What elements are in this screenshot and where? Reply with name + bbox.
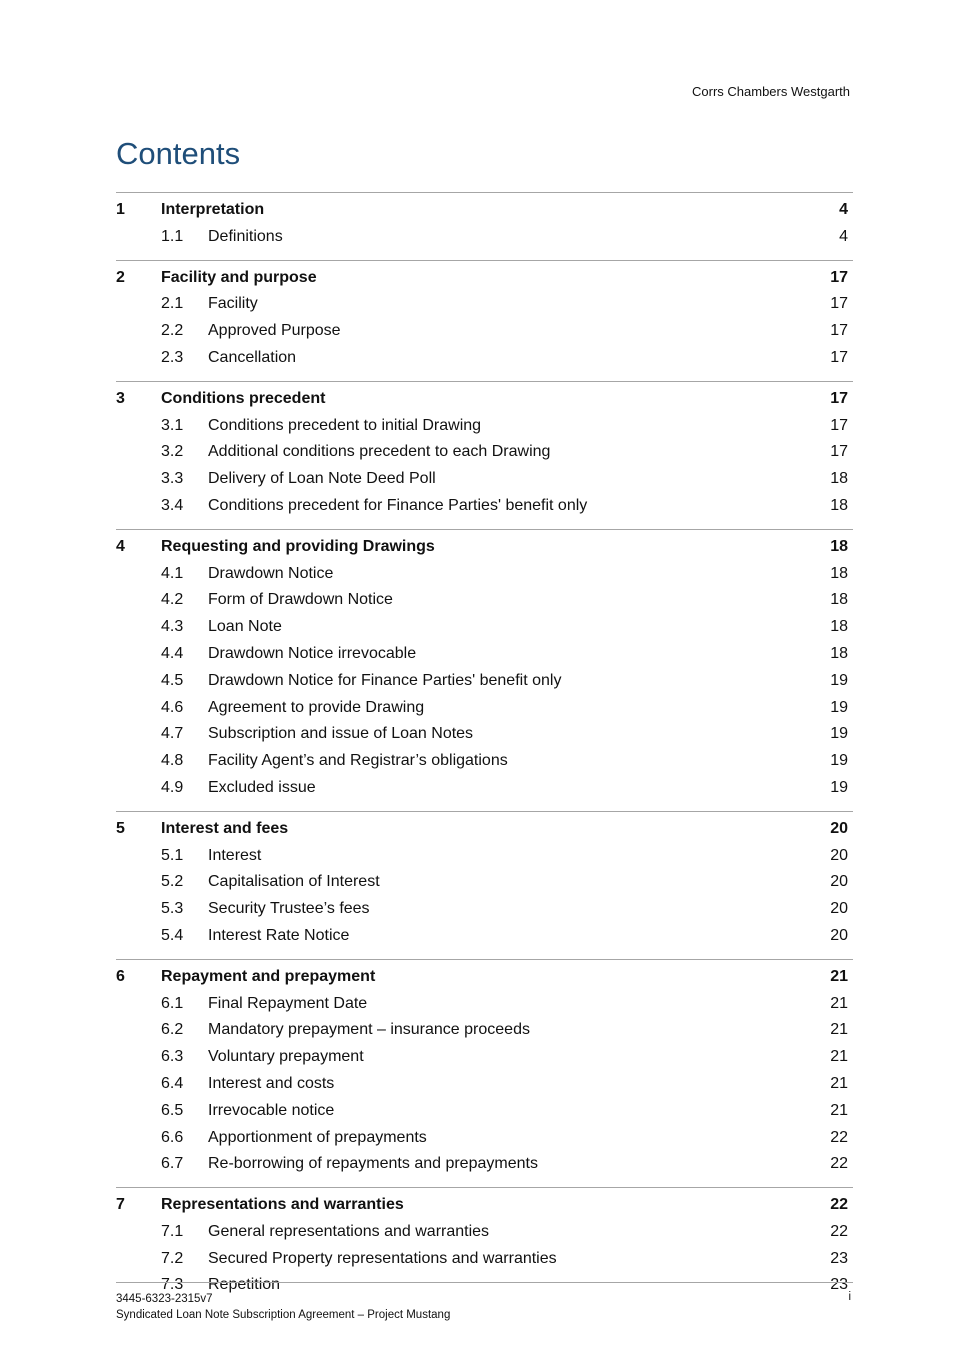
toc-entry-num: 4.1	[161, 564, 184, 582]
toc-section-heading-num: 3	[116, 389, 125, 407]
toc-entry-page: 18	[830, 644, 848, 662]
page-footer	[116, 1282, 853, 1323]
toc-entry-page: 23	[830, 1249, 848, 1267]
toc-entry-page: 18	[830, 496, 848, 514]
toc-section-heading[interactable]	[116, 819, 853, 846]
toc-entry[interactable]	[116, 1020, 853, 1047]
toc-section-heading-page: 17	[830, 389, 848, 407]
toc-section-heading-title: Interpretation	[161, 201, 265, 218]
toc-entry[interactable]	[116, 751, 853, 778]
toc-section-heading-num: 7	[116, 1196, 125, 1214]
toc-entry-title: Additional conditions precedent to each Drawing	[208, 443, 551, 461]
toc-section-heading-title: Requesting and providing Drawings	[161, 537, 435, 555]
toc-section-heading-num: 4	[116, 537, 125, 555]
toc-entry-page: 18	[830, 591, 848, 609]
toc-section-heading-page: 21	[830, 967, 848, 985]
toc-entry-num: 4.5	[161, 671, 184, 689]
toc-entry-title: Delivery of Loan Note Deed Poll	[208, 470, 436, 488]
toc-entry-num: 4.6	[161, 698, 184, 716]
toc-entry-num: 4.7	[161, 725, 184, 743]
toc-section	[116, 529, 853, 811]
toc-entry-title: Irrevocable notice	[208, 1101, 335, 1119]
toc-section-heading[interactable]	[116, 200, 853, 227]
toc-entry-page: 22	[830, 1128, 848, 1146]
toc-entry[interactable]	[116, 348, 853, 375]
toc-entry[interactable]	[116, 1249, 853, 1276]
toc-entry-num: 3.3	[161, 470, 184, 488]
toc-entry-num: 4.2	[161, 591, 184, 609]
toc-entry-page: 21	[830, 994, 848, 1012]
toc-entry-title: Interest Rate Notice	[208, 926, 350, 944]
toc-section-heading-num: 5	[116, 819, 125, 837]
toc-entry-num: 3.2	[161, 443, 184, 461]
toc-entry[interactable]	[116, 617, 853, 644]
toc-entry-num: 7.1	[161, 1222, 184, 1240]
toc-entry[interactable]	[116, 1222, 853, 1249]
toc-entry-title: Interest	[208, 846, 262, 864]
toc-entry-num: 6.4	[161, 1074, 184, 1092]
toc-entry-page: 17	[830, 348, 848, 366]
toc-section-heading[interactable]	[116, 389, 853, 416]
toc-entry[interactable]	[116, 846, 853, 873]
toc-entry-page: 20	[830, 846, 848, 864]
toc-entry[interactable]	[116, 899, 853, 926]
toc-entry-num: 6.1	[161, 994, 184, 1012]
toc-entry-num: 5.2	[161, 873, 184, 891]
toc-section-heading-title: Representations and warranties	[161, 1196, 404, 1214]
toc-entry[interactable]	[116, 644, 853, 671]
toc-entry[interactable]	[116, 872, 853, 899]
toc-entry-page: 19	[830, 752, 848, 770]
toc-entry-num: 5.1	[161, 846, 184, 864]
toc-section-heading[interactable]	[116, 967, 853, 994]
toc-section-heading-page: 20	[830, 819, 848, 837]
toc-entry[interactable]	[116, 926, 853, 953]
toc-entry-num: 7.2	[161, 1249, 184, 1267]
toc-entry-title: Secured Property representations and warranties	[208, 1249, 557, 1267]
toc-entry-page: 18	[830, 564, 848, 582]
toc-entry-title: Definitions	[208, 227, 283, 245]
toc-entry-title: Form of Drawdown Notice	[208, 591, 393, 609]
toc-entry-num: 6.5	[161, 1101, 184, 1119]
toc-entry-page: 17	[830, 416, 848, 434]
toc-entry-page: 22	[830, 1222, 848, 1240]
toc-entry-title: Mandatory prepayment – insurance proceeds	[208, 1021, 530, 1039]
toc-entry[interactable]	[116, 1047, 853, 1074]
toc-entry-title: Drawdown Notice for Finance Parties' benefit only	[208, 671, 562, 689]
toc-entry-title: Apportionment of prepayments	[208, 1128, 427, 1146]
firm-name: Corrs Chambers Westgarth	[692, 84, 850, 99]
toc-entry-title: Subscription and issue of Loan Notes	[208, 725, 474, 743]
toc-entry-title: Interest and costs	[208, 1074, 335, 1092]
toc-entry-num: 6.6	[161, 1128, 184, 1146]
toc-entry[interactable]	[116, 698, 853, 725]
toc-entry-num: 4.8	[161, 752, 184, 770]
toc-entry-num: 4.9	[161, 778, 184, 796]
toc-entry[interactable]	[116, 227, 853, 254]
toc-entry-page: 21	[830, 1021, 848, 1039]
toc-entry[interactable]	[116, 1128, 853, 1155]
toc-entry-num: 2.2	[161, 322, 184, 340]
toc-entry-page: 20	[830, 926, 848, 944]
toc-entry-page: 20	[830, 873, 848, 891]
toc-entry-title: Conditions precedent to initial Drawing	[208, 416, 482, 434]
toc-entry-num: 6.3	[161, 1048, 184, 1066]
toc-section	[116, 959, 853, 1187]
document-title: Syndicated Loan Note Subscription Agreement – Project Mustang	[116, 1309, 451, 1321]
toc-section-heading-num: 1	[116, 201, 125, 218]
toc-entry-page: 21	[830, 1074, 848, 1092]
toc-entry-page: 19	[830, 725, 848, 743]
toc-entry-page: 17	[830, 322, 848, 340]
toc-section-heading-page: 4	[839, 201, 848, 218]
toc-entry-title: Approved Purpose	[208, 322, 341, 340]
toc-entry-page: 19	[830, 698, 848, 716]
toc-entry-title: Conditions precedent for Finance Parties' benefit only	[208, 496, 588, 514]
toc-entry-page: 21	[830, 1101, 848, 1119]
toc-entry-page: 18	[830, 470, 848, 488]
toc-entry-num: 3.4	[161, 496, 184, 514]
toc-section-heading-title: Facility and purpose	[161, 268, 317, 286]
toc-entry[interactable]	[116, 442, 853, 469]
toc-entry-num: 4.3	[161, 618, 184, 636]
toc-entry-num: 7.3	[161, 1276, 184, 1294]
toc-entry-num: 2.3	[161, 348, 184, 366]
toc-entry[interactable]	[116, 469, 853, 496]
toc-entry[interactable]	[116, 778, 853, 805]
toc-entry-title: Security Trustee’s fees	[208, 900, 370, 918]
toc-section	[116, 381, 853, 529]
toc-entry[interactable]	[116, 321, 853, 348]
toc-entry-page: 19	[830, 778, 848, 796]
page-title: Contents	[116, 136, 241, 171]
toc-entry-num: 5.3	[161, 900, 184, 918]
toc-section-heading-page: 17	[830, 268, 848, 286]
toc-entry[interactable]	[116, 1101, 853, 1128]
toc-entry-num: 2.1	[161, 295, 184, 313]
toc-entry[interactable]	[116, 294, 853, 321]
toc-entry-title: Repetition	[208, 1276, 281, 1294]
toc-entry-num: 3.1	[161, 416, 184, 434]
toc-entry[interactable]	[116, 564, 853, 591]
toc-entry-page: 23	[830, 1276, 848, 1294]
toc-section-heading-title: Conditions precedent	[161, 389, 326, 407]
toc-entry[interactable]	[116, 496, 853, 523]
toc-entry-page: 22	[830, 1155, 848, 1173]
page-number: i	[848, 1291, 851, 1303]
toc-entry-title: Drawdown Notice	[208, 564, 334, 582]
toc-entry-page: 19	[830, 671, 848, 689]
toc-entry[interactable]	[116, 416, 853, 443]
toc-entry-title: Facility Agent’s and Registrar’s obligations	[208, 752, 508, 770]
toc-section-heading-title: Repayment and prepayment	[161, 967, 376, 985]
toc-entry-page: 21	[830, 1048, 848, 1066]
toc-entry-num: 1.1	[161, 227, 184, 245]
toc-entry-title: Drawdown Notice irrevocable	[208, 644, 417, 662]
toc-entry[interactable]	[116, 994, 853, 1021]
toc-entry-page: 4	[839, 227, 848, 245]
toc-entry[interactable]	[116, 1154, 853, 1181]
toc-entry-title: Facility	[208, 295, 258, 313]
toc-entry-page: 17	[830, 295, 848, 313]
toc-entry-title: Excluded issue	[208, 778, 316, 796]
toc-section-heading[interactable]	[116, 1195, 853, 1222]
toc-entry-title: Re-borrowing of repayments and prepayments	[208, 1155, 538, 1173]
toc-entry-num: 4.4	[161, 644, 184, 662]
toc-entry-title: Agreement to provide Drawing	[208, 698, 425, 716]
toc-section-heading[interactable]	[116, 268, 853, 295]
toc-entry-title: Voluntary prepayment	[208, 1048, 364, 1066]
toc-section	[116, 811, 853, 959]
toc-entry-title: General representations and warranties	[208, 1222, 490, 1240]
toc-section-heading[interactable]	[116, 537, 853, 564]
toc-entry-page: 20	[830, 900, 848, 918]
toc-section-heading-page: 18	[830, 537, 848, 555]
toc-entry-num: 6.7	[161, 1155, 184, 1173]
toc-section-heading-title: Interest and fees	[161, 819, 289, 837]
toc-entry-title: Final Repayment Date	[208, 994, 368, 1012]
toc-entry-page: 17	[830, 443, 848, 461]
toc-entry-title: Capitalisation of Interest	[208, 873, 380, 891]
toc-entry[interactable]	[116, 671, 853, 698]
table-of-contents	[116, 192, 853, 1308]
toc-section	[116, 260, 853, 381]
toc-entry[interactable]	[116, 724, 853, 751]
toc-section	[116, 192, 853, 260]
toc-entry[interactable]	[116, 590, 853, 617]
toc-entry[interactable]	[116, 1074, 853, 1101]
toc-entry-title: Cancellation	[208, 348, 297, 366]
toc-section-heading-num: 2	[116, 268, 125, 286]
toc-section-heading-page: 22	[830, 1196, 848, 1214]
toc-section-heading-num: 6	[116, 967, 125, 985]
toc-entry-num: 6.2	[161, 1021, 184, 1039]
document-id: 3445-6323-2315v7	[116, 1293, 213, 1305]
toc-entry-page: 18	[830, 618, 848, 636]
toc-entry-title: Loan Note	[208, 618, 282, 636]
toc-entry-num: 5.4	[161, 926, 184, 944]
